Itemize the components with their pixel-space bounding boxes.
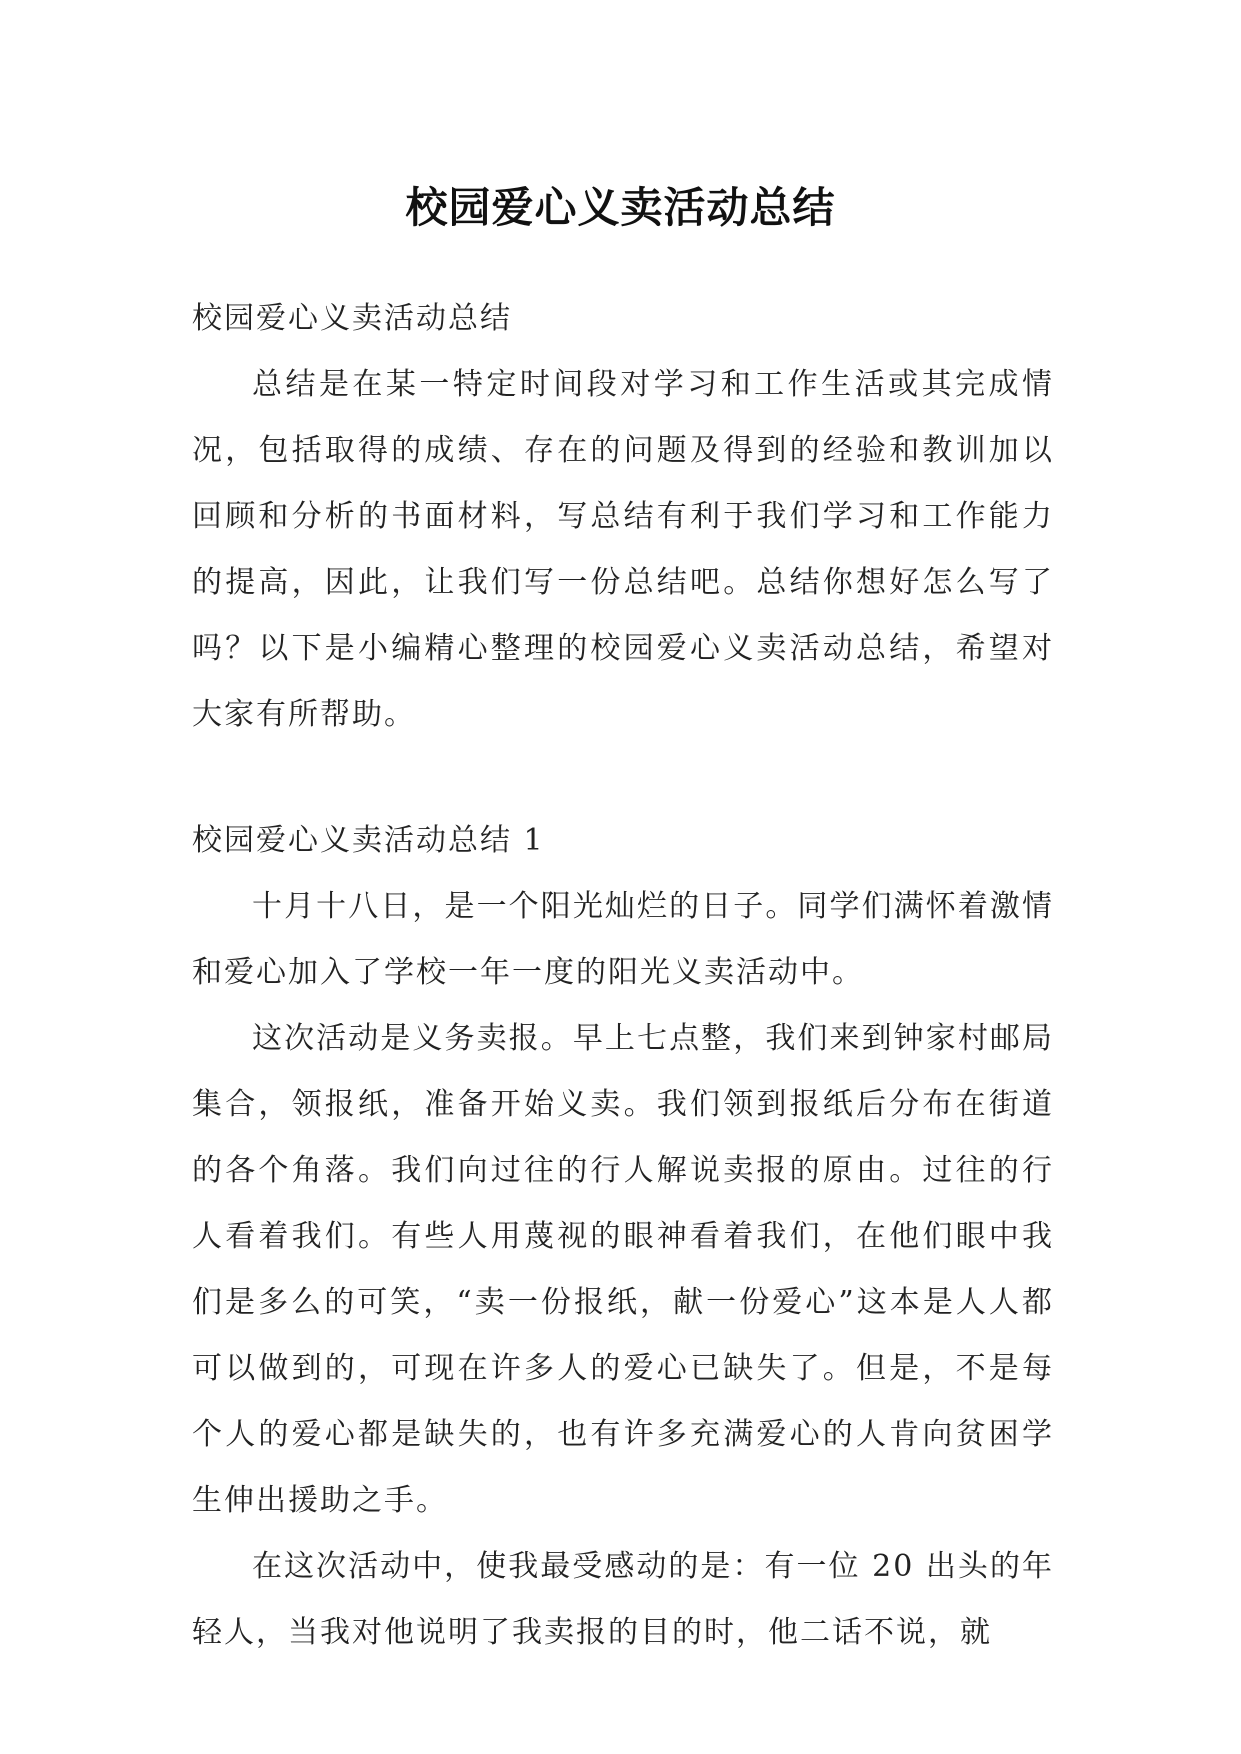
- section-1-heading: 校园爱心义卖活动总结 1: [192, 823, 545, 858]
- intro-paragraph: 总结是在某一特定时间段对学习和工作生活或其完成情况，包括取得的成绩、存在的问题及得到的经验和教训加以回顾和分析的书面材料，写总结有利于我们学习和工作能力的提高，因此，让我们写一份总结吧。总结你想好怎么写了吗？以下是小编精心整理的校园爱心义卖活动总结，希望对大家有所帮助。: [192, 367, 1054, 732]
- intro-section: [192, 286, 1054, 748]
- section-1-paragraph-3: 在这次活动中，使我最受感动的是：有一位 20 出头的年轻人，当我对他说明了我卖报的目的时，他二话不说，就: [192, 1549, 1054, 1650]
- section-1: [192, 808, 1054, 1666]
- section-1-paragraph-1: 十月十八日，是一个阳光灿烂的日子。同学们满怀着激情和爱心加入了学校一年一度的阳光义卖活动中。: [192, 889, 1054, 990]
- section-1-paragraph-2: 这次活动是义务卖报。早上七点整，我们来到钟家村邮局集合，领报纸，准备开始义卖。我们领到报纸后分布在街道的各个角落。我们向过往的行人解说卖报的原由。过往的行人看着我们。有些人用蔑视的眼神看着我们，在他们眼中我们是多么的可笑，“卖一份报纸，献一份爱心”这本是人人都可以做到的，可现在许多人的爱心已缺失了。但是，不是每个人的爱心都是缺失的，也有许多充满爱心的人肯向贫困学生伸出援助之手。: [192, 1021, 1054, 1518]
- document-title: 校园爱心义卖活动总结: [405, 183, 836, 233]
- intro-heading: 校园爱心义卖活动总结: [192, 301, 512, 336]
